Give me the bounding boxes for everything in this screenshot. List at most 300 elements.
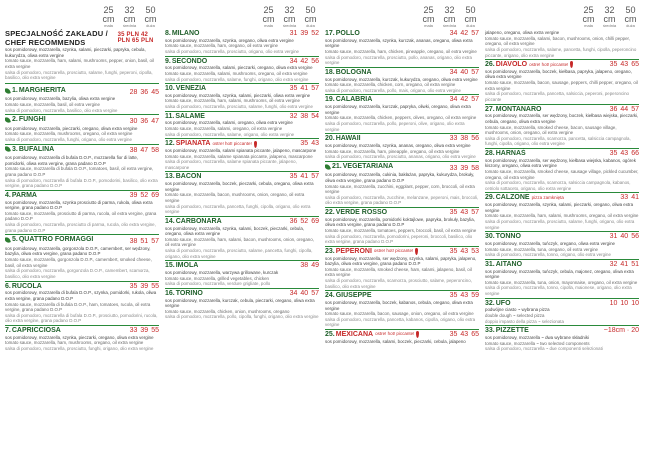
price: 54 — [311, 112, 319, 120]
menu-item-row — [165, 113, 319, 121]
size-label — [462, 6, 479, 28]
size-name: mała — [104, 23, 113, 28]
size-name: mała — [584, 23, 593, 28]
price: 40 — [620, 233, 629, 241]
ingredients-pl: sos pomidorowy, mozzarella ~ dwa wybrane składniki — [485, 334, 589, 340]
pizza-title: BUFALINA — [18, 145, 55, 153]
ingredients-en: tomato sauce, mozzarella, smoked cheese, sausage village, pickled cucumber, oregano, oil extra vergine — [485, 168, 639, 180]
price: 56 — [631, 233, 639, 241]
menu-item — [5, 86, 159, 113]
price: 58 — [471, 164, 479, 172]
size-cm: 32 cm — [603, 6, 616, 24]
price: 39 — [129, 191, 138, 199]
pizza-number: 3. — [12, 145, 18, 153]
menu-item — [485, 298, 639, 325]
ingredients-pl: sos pomidorowy, mozzarella, warzywa grillowane, kurczak — [165, 270, 279, 275]
menu-item — [325, 94, 479, 132]
price: 33 — [620, 194, 629, 202]
ingredients-it: salsa di pomodoro, mozzarella, gorgonzola D.O.P., camembert, scamorza, basilico, olio extra vergine — [5, 268, 150, 279]
size-header — [485, 6, 639, 28]
price: 32 — [289, 112, 298, 120]
pizza-name — [325, 30, 360, 38]
pizza-name — [5, 236, 93, 244]
size-name: duża — [466, 23, 475, 28]
pizza-title: PARMA — [11, 191, 37, 199]
menu-item-row — [325, 30, 479, 38]
price: 38 — [129, 147, 138, 155]
pizza-number: 29. — [485, 194, 495, 202]
ingredients-en: tomato sauce, mozzarella, salame spianata piccante, jalapeno, mascarpone — [165, 153, 313, 159]
pizza-name — [5, 146, 54, 154]
pizza-number: 12. — [165, 140, 175, 148]
price: 57 — [471, 68, 479, 76]
price: 45 — [151, 88, 159, 96]
price: 35 — [289, 85, 298, 93]
price: 10 — [620, 299, 629, 307]
menu-item — [485, 192, 639, 230]
ingredients-pl: sos pomidorowy, mozzarella, pieczarki, oregano, oliwa extra vergine — [5, 125, 138, 131]
menu-item-row — [165, 30, 319, 38]
price: 57 — [631, 105, 639, 113]
price: 43 — [620, 150, 629, 157]
menu-item — [325, 161, 479, 206]
ingredients-it: salsa di pomodoro, mozzarella, prosciutto, salame, pancetta, funghi, cipolla, origano, olio extra vergine — [165, 248, 313, 259]
menu-item-row — [325, 248, 479, 256]
ingredients-pl: sos pomidorowy, mozzarella, ser wędzony, boczek, kiełbasa wiejska, pieczarki, cebula, oregano, oliwa extra vergine — [485, 113, 639, 124]
pizza-prices — [130, 118, 159, 126]
ingredients-pl: sos pomidorowy, mozzarella, cukinia, bakłażan, papryka, kukurydza, brokuły, oliwa extra vergine, grana padano D.O.P — [325, 172, 475, 183]
price: 53 — [471, 247, 479, 255]
price: 35 — [609, 150, 618, 157]
price: 69 — [151, 191, 159, 199]
price: 52 — [311, 30, 319, 37]
menu-item — [165, 111, 319, 138]
size-name: średnia — [282, 23, 297, 28]
price: 35 — [449, 292, 458, 300]
size-cm: 50 cm — [304, 6, 317, 24]
menu-item-row — [165, 218, 319, 226]
ingredients-en: tomato sauce, mozzarella, ham, mushrooms, oregano, oil extra vergine — [5, 340, 144, 346]
price: 57 — [471, 30, 479, 37]
price: 39 — [460, 164, 469, 172]
ingredients-en: tomato sauce, mozzarella, zucchini, eggplant, pepper, corn, broccoli, oil extra vergine — [325, 183, 475, 195]
chef-desc-it: salsa di pomodoro, mozzarella, prosciutto, salame, funghi, peperoni, cipolla, basilico, olio extra vergine — [5, 69, 153, 81]
pizza-name — [485, 300, 511, 308]
pizza-tag: ostre! hot! piccante! — [212, 140, 252, 146]
ingredients-it: salsa di pomodoro, mozzarella, pancetta, salsiccia, peperoni, peperoncino piccante — [485, 91, 629, 102]
pizza-title: MEXICANA — [335, 331, 374, 339]
pizza-name — [325, 209, 387, 217]
pizza-number: 10. — [165, 85, 175, 93]
ingredients-pl: sos pomidorowy, mozzarella, kurczak, papryka, oliwki, oregano, oliwa extra vergine — [325, 104, 471, 115]
pizza-name — [485, 261, 522, 269]
menu-item-row — [325, 96, 479, 104]
size-name: duża — [626, 23, 635, 28]
pizza-prices — [610, 261, 639, 269]
menu-item — [485, 325, 639, 352]
pizza-prices — [130, 147, 159, 155]
menu-item — [5, 234, 159, 279]
price: 35 — [449, 331, 458, 339]
ingredients-it: salsa di pomodoro, mozzarella, prosciutto, origano, olio extra vergine — [165, 48, 299, 54]
pizza-title: VEGETARIANA — [342, 162, 394, 170]
menu-item-row — [5, 116, 159, 126]
ingredients-en: tomato sauce, mozzarella, bacon, mushrooms, onion, oregano, oil extra vergine — [165, 192, 305, 203]
pizza-prices — [130, 192, 159, 200]
ingredients-en: tomato sauce, mozzarella, chicken, onion, mushrooms, oregano — [165, 308, 290, 314]
price: 34 — [449, 68, 458, 76]
price: 58 — [151, 147, 159, 155]
ingredients-it: salsa di pomodoro, mozzarella, pollo, peperoni, olive, origano, olio extra vergine — [325, 120, 465, 132]
pizza-name — [485, 150, 526, 158]
pizza-prices — [450, 331, 479, 339]
price: 39 — [140, 282, 149, 290]
price: 43 — [620, 61, 629, 69]
menu-item — [485, 29, 639, 58]
menu-item — [325, 133, 479, 160]
ingredients-it: salsa di pomodoro, mozzarella ~ due componenti selezionati — [485, 346, 603, 352]
pizza-name — [485, 61, 573, 69]
menu-item-row — [165, 173, 319, 181]
price: 35 — [449, 247, 458, 255]
pizza-name — [325, 292, 372, 300]
price: 47 — [140, 147, 149, 155]
pizza-prices — [290, 173, 319, 181]
pizza-number: 27. — [485, 105, 495, 113]
pizza-title: HAWAII — [335, 135, 361, 143]
price: 52 — [300, 217, 309, 225]
menu-item-row — [325, 292, 479, 300]
pizza-prices — [290, 58, 319, 66]
ingredients-it: salsa di pomodoro, mozzarella, verdure grigliate, pollo — [165, 281, 271, 287]
pizza-name — [5, 116, 46, 124]
pizza-title: HARNAŚ — [495, 150, 526, 157]
menu-item-row — [325, 163, 479, 173]
menu-item-row — [5, 327, 159, 335]
size-label — [622, 6, 639, 28]
ingredients-pl: sos pomidorowy, mozzarella, boczek, pieczarki, cebula, oregano, oliwa extra vergine — [165, 181, 314, 192]
size-cm: 32 cm — [443, 6, 456, 24]
price: 38 — [129, 238, 138, 246]
pizza-title: MARGHERITA — [18, 86, 66, 94]
pizza-name — [485, 194, 564, 202]
menu-item — [165, 288, 319, 320]
size-label — [121, 6, 138, 28]
menu-item — [5, 144, 159, 189]
price: 34 — [449, 30, 458, 37]
pizza-prices — [450, 135, 479, 143]
pizza-number: 26. — [485, 61, 495, 69]
ingredients-en: tomato sauce, mozzarella, chicken, peppers, olives, oregano, oil extra vergine — [325, 115, 477, 121]
pizza-title: AITANO — [495, 260, 523, 268]
price: 43 — [311, 140, 319, 148]
pizza-tag: ostre! hot! piccante! — [529, 61, 569, 67]
ingredients-pl: sos pomidorowy, mozzarella, bazylia, oliwa extra vergine — [5, 96, 116, 102]
pizza-prices — [450, 30, 479, 38]
ingredients-pl: sos pomidorowy, mozzarella, pomidorki koktajlowe, papryka, brokuły, bazylia, oliwa extra vergine, grana padano D.O.P — [325, 216, 475, 228]
size-label — [420, 6, 437, 28]
pizza-number: 33. — [485, 327, 495, 335]
pizza-name — [165, 58, 207, 66]
pizza-title: MILANO — [171, 30, 200, 37]
pizza-title: SPIANATA — [175, 140, 211, 148]
price: 42 — [460, 96, 469, 104]
menu-item-row — [485, 61, 639, 69]
menu-item — [165, 138, 319, 170]
ingredients-pl: sos pomidorowy, mozzarella, boczek, kiełbasa, papryka, jalapeno, oregano, oliwa extra vergine — [485, 68, 632, 80]
price: 38 — [300, 262, 309, 270]
size-header — [325, 6, 479, 28]
pizza-title: TONNO — [495, 233, 521, 241]
pizza-title: SECONDO — [171, 57, 208, 65]
menu-column-3 — [325, 6, 479, 452]
size-label — [281, 6, 298, 28]
menu-item — [485, 148, 639, 191]
price: ~18cm · 20 — [603, 327, 639, 335]
ingredients-en: tomato sauce, mozzarella, gorgonzola D.O.P., camembert, smoked cheese, basil, oil extra vergine — [5, 257, 152, 268]
ingredients-it: salsa di pomodoro, mozzarella, pomodorini, peperoni, broccoli, basilico, olio extra vergine, grana padano D.O.P — [325, 233, 473, 245]
menu-item — [325, 246, 479, 289]
pizza-title: BACON — [175, 173, 202, 181]
price: 39 — [140, 327, 149, 334]
ingredients-it: salsa di pomodoro, mozzarella, prosciutto, ananas, origano, olio extra vergine — [325, 154, 476, 160]
pizza-name — [165, 140, 257, 148]
pizza-title: CAPRICCIOSA — [11, 327, 61, 334]
pizza-name — [485, 327, 529, 335]
menu-column-2 — [165, 6, 319, 452]
pizza-prices — [290, 113, 319, 121]
size-cm: 25 cm — [102, 6, 115, 24]
price: 38 — [460, 135, 469, 143]
pizza-title: CALZONE — [495, 194, 530, 202]
menu-item-row — [485, 194, 639, 202]
vegetarian-leaf-icon — [5, 87, 11, 94]
price: 36 — [609, 105, 618, 113]
chili-icon — [416, 331, 419, 338]
menu-item-row — [165, 262, 319, 270]
pizza-title: IMOLA — [175, 262, 199, 270]
price: 65 — [631, 61, 639, 69]
price: 66 — [631, 150, 639, 157]
pizza-prices — [130, 327, 159, 335]
size-cm: 32 cm — [283, 6, 296, 24]
ingredients-it: salsa di pomodoro, mozzarella, prosciutto, pollo, ananas, origano, olio extra vergine — [325, 54, 472, 66]
ingredients-en: tomato sauce, mozzarella, ham, salami, mushrooms, oregano, oil extra vergine — [485, 213, 639, 219]
menu-item-row — [485, 261, 639, 269]
ingredients-en: tomato sauce, mozzarella, ham, salami, bacon, mushrooms, onion, oregano, oil extra vergine — [165, 236, 314, 248]
pizza-number: 16. — [165, 289, 175, 297]
ingredients-pl: sos pomidorowy, mozzarella, szynka, salami, pieczarki, oregano, oliwa extra vergine — [485, 202, 634, 213]
size-header — [165, 6, 319, 28]
price: 43 — [460, 209, 469, 217]
ingredients-pl: sos pomidorowy, mozzarella, boczek, kabanos, cebula, oregano, oliwa extra vergine — [325, 299, 473, 311]
pizza-name — [325, 69, 372, 77]
pizza-name — [5, 283, 42, 291]
ingredients-pl: sos pomidorowy, mozzarella, szynka, oregano, oliwa extra vergine — [165, 37, 294, 43]
pizza-number: 8. — [165, 30, 171, 37]
ingredients-it: salsa di pomodoro, mozzarella, basilico, olio extra vergine — [5, 107, 118, 113]
ingredients-en: tomato sauce, mozzarella, tuna, oregano, oil extra vergine — [485, 246, 598, 252]
price: 33 — [449, 164, 458, 172]
vegetarian-leaf-icon — [5, 146, 11, 153]
size-name: średnia — [602, 23, 617, 28]
pizza-number: 22. — [325, 209, 335, 217]
ingredients-en: tomato sauce, mozzarella, prosciutto di parma, rucola, oil extra vergine, grana padano D.O.P — [5, 210, 157, 222]
pizza-tag: ostre! hot! piccante! — [373, 248, 414, 254]
pizza-number: 14. — [165, 217, 175, 225]
pizza-number: 30. — [485, 233, 495, 241]
pizza-number: 13. — [165, 173, 175, 181]
price: 51 — [631, 260, 639, 268]
chili-icon — [415, 248, 418, 255]
price: 69 — [311, 217, 319, 225]
price: 36 — [140, 88, 149, 96]
price: 43 — [460, 247, 469, 255]
pizza-title: GIUSEPPE — [335, 292, 372, 300]
ingredients-it: salsa di pomodoro, mozzarella, prosciutto, salame, funghi, origano, olio extra vergine — [485, 219, 635, 230]
pizza-title: POLLO — [335, 30, 360, 37]
price: 43 — [460, 331, 469, 339]
pizza-title: QUATTRO FORMAGGI — [18, 236, 94, 244]
menu-item — [165, 83, 319, 110]
menu-item — [325, 290, 479, 328]
menu-item-row — [5, 192, 159, 200]
pizza-prices — [290, 290, 319, 298]
ingredients-it: salsa di pomodoro, mozzarella, pancetta, kabanos, cipolla, origano, olio extra vergine — [325, 316, 476, 328]
price: 33 — [449, 135, 458, 143]
ingredients-it: salsa di pomodoro, mozzarella di bufala D.O.P., pomodorini, basilico, olio extra vergine, grana padano D.O.P — [5, 177, 158, 189]
ingredients-en: tomato sauce, mozzarella, salami, oregano, oil extra vergine — [165, 126, 283, 131]
menu-item — [325, 329, 479, 344]
pizza-prices — [130, 238, 159, 246]
price: 35 — [609, 61, 618, 69]
pizza-name — [165, 30, 199, 38]
price: 51 — [140, 238, 149, 246]
menu-item — [165, 171, 319, 214]
size-label — [142, 6, 159, 28]
ingredients-it: salsa di pomodoro, mozzarella, funghi, origano, olio extra vergine — [5, 136, 132, 142]
ingredients-pl: sos pomidorowy, mozzarella, ser wędzony, szynka, salami, papryka, jalapeno, bazylia, oliwa extra vergine, grana padano D.O.P — [325, 255, 477, 267]
menu-item-row — [5, 236, 159, 246]
size-cm: 25 cm — [582, 6, 595, 24]
pizza-prices — [450, 69, 479, 77]
pizza-tag: pizza zamknięta — [531, 194, 564, 200]
pizza-prices — [300, 140, 319, 148]
size-name: duża — [306, 23, 315, 28]
menu-item-row — [5, 146, 159, 156]
menu-item-row — [165, 85, 319, 93]
menu-item-row — [485, 327, 639, 335]
pizza-prices — [610, 300, 639, 308]
price: 43 — [460, 292, 469, 300]
price: 31 — [609, 233, 618, 241]
pizza-name — [165, 85, 206, 93]
menu-item-row — [325, 135, 479, 143]
pizza-tag: ostre! hot! piccante! — [375, 331, 415, 337]
ingredients-en: tomato sauce, mozzarella, ham, pineapple, oregano, oil extra vergine — [325, 148, 460, 154]
menu-item-row — [165, 140, 319, 148]
ingredients-en: tomato sauce, mozzarella, mushrooms, oregano, oil extra vergine — [5, 131, 133, 137]
price: 55 — [151, 282, 159, 290]
ingredients-it: salsa di pomodoro, mozzarella, salame, pancetta, funghi, cipolla, peperoncino piccante, origano, olio extra vergine — [485, 46, 637, 58]
pizza-title: UFO — [495, 299, 511, 307]
menu-item — [325, 29, 479, 66]
pizza-title: VERDE ROSSO — [335, 209, 388, 217]
ingredients-it: salsa di pomodoro, mozzarella, tonno, origano, olio extra vergine — [485, 252, 611, 258]
price: 38 — [300, 112, 309, 120]
pizza-number: 1. — [12, 86, 18, 94]
ingredients-pl: sos pomidorowy, mozzarella, ser wędzony, kiełbasa wiejska, kabanos, ogórek kiszony, oregano, oliwa extra vergine — [485, 157, 636, 169]
ingredients-pl: sos pomidorowy, mozzarella, salami spianata piccante, jalapeno, mascarpone — [165, 147, 317, 153]
size-label — [601, 6, 618, 28]
pizza-number: 24. — [325, 292, 335, 300]
menu-column-1 — [5, 6, 159, 452]
price: 34 — [449, 96, 458, 104]
pizza-name — [325, 96, 372, 104]
price: 44 — [620, 105, 629, 113]
ingredients-pl: sos pomidorowy, mozzarella, szynka, pieczarki, oregano, oliwa extra vergine — [5, 334, 154, 340]
ingredients-pl: sos pomidorowy, mozzarella, tuńczyk, cebula, majonez, oregano, oliwa extra vergine — [485, 268, 634, 280]
ingredients-en: tomato sauce, mozzarella di bufala D.O.P., tomatoes, basil, oil extra vergine, grana padano D.O.P — [5, 166, 154, 177]
pizza-title: FUNGHI — [18, 116, 46, 124]
size-label — [441, 6, 458, 28]
ingredients-en: tomato sauce, mozzarella, smoked cheese, bacon, sausage village, mushrooms, onion, oregano, oil extra vergine — [485, 124, 617, 136]
pizza-prices — [290, 30, 319, 38]
vegetarian-leaf-icon — [5, 236, 11, 243]
pizza-prices — [450, 209, 479, 217]
chef-desc-pl: sos pomidorowy, mozzarella, szynka, salami, pieczarki, papryka, cebula, kukurydza, oliwa extra vergine — [5, 47, 146, 58]
ingredients-pl: sos pomidorowy, mozzarella, tuńczyk, oregano, oliwa extra vergine — [485, 240, 615, 246]
chef-recommends — [5, 29, 159, 84]
price: 10 — [631, 299, 639, 307]
price: 40 — [460, 68, 469, 76]
price: 57 — [471, 209, 479, 217]
pizza-prices — [450, 248, 479, 256]
pizza-number: 15. — [165, 262, 175, 270]
price: 52 — [140, 191, 149, 199]
price: 56 — [311, 57, 319, 65]
pizza-prices — [610, 61, 639, 69]
price: 59 — [471, 292, 479, 300]
pizza-title: MONTANARO — [495, 105, 542, 113]
pizza-prices — [620, 194, 639, 202]
ingredients-pl: jalapeno, oregano, oliwa extra vergine — [485, 30, 560, 35]
pizza-number: 6. — [5, 282, 11, 290]
pizza-number: 25. — [325, 331, 335, 339]
menu-item — [165, 56, 319, 83]
pizza-prices — [610, 233, 639, 241]
vegetarian-leaf-icon — [5, 116, 11, 123]
ingredients-it: salsa di pomodoro, mozzarella, scamorza, prosciutto, salame, peperoncino, basilico, olio extra vergine — [325, 278, 472, 289]
menu-item — [485, 104, 639, 147]
ingredients-en: tomato sauce, mozzarella, ham, chicken, pineapple, oregano, oil extra vergine — [325, 48, 477, 54]
menu-item — [165, 29, 319, 55]
menu-item-row — [485, 106, 639, 114]
size-name: mała — [424, 23, 433, 28]
price: 55 — [151, 327, 159, 334]
size-name: duża — [146, 23, 155, 28]
pizza-title: RUCOLA — [11, 282, 42, 290]
ingredients-en: double dough ~ selected pizza — [485, 312, 545, 318]
ingredients-pl: sos pomidorowy, mozzarella di bufala D.O.P., mozzarella fior di latte, pomidorki, oliwa extra vergine, grana padano D.O.P — [5, 155, 139, 166]
menu-item — [485, 259, 639, 297]
pizza-name — [325, 163, 393, 171]
chili-icon — [570, 61, 573, 68]
ingredients-it: salsa di pomodoro, mozzarella, salame, origano, olio extra vergine — [165, 131, 295, 137]
pizza-prices — [300, 262, 319, 270]
pizza-number: 2. — [12, 116, 18, 124]
price: 56 — [471, 135, 479, 143]
